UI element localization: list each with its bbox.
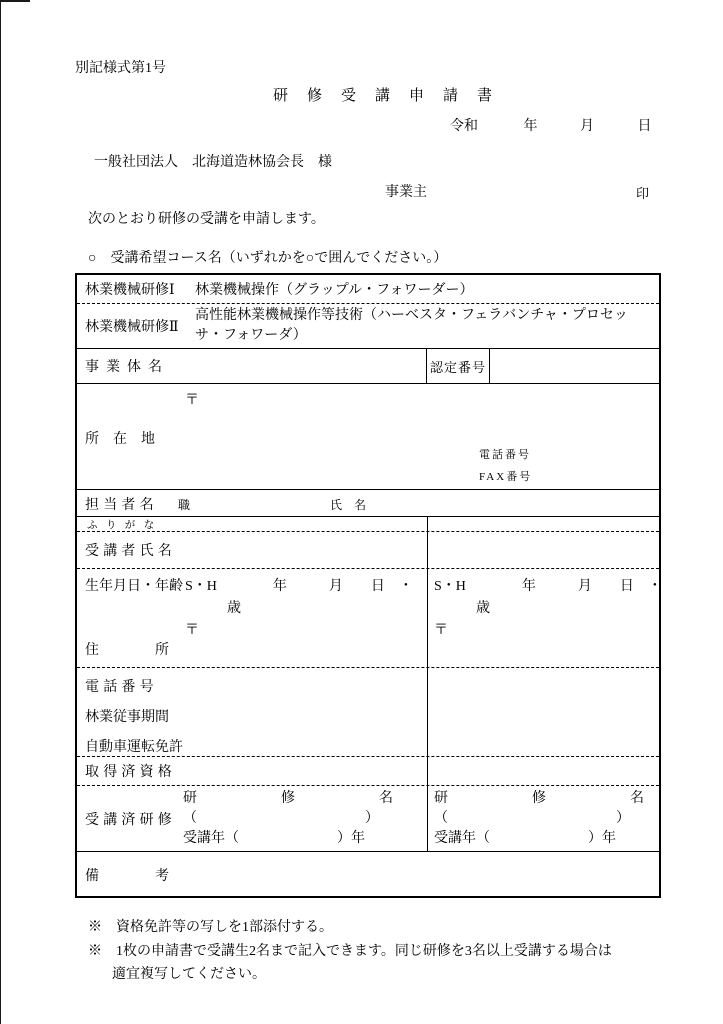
footnote-1: ※ 資格免許等の写しを1部添付する。 bbox=[88, 920, 333, 935]
drivers-license-label: 自動車運転免許 bbox=[85, 740, 183, 755]
birth-address-cell-2 bbox=[427, 569, 662, 667]
training-name-line-1: 研 修 名 bbox=[183, 791, 393, 806]
qualifications-cell-2 bbox=[427, 757, 659, 785]
intro-sentence: 次のとおり研修の受講を申請します。 bbox=[88, 212, 325, 227]
remarks-row bbox=[77, 852, 659, 896]
phone-license-cell-1 bbox=[77, 668, 427, 756]
furigana-cell-2 bbox=[427, 517, 659, 531]
trainee-name-row bbox=[77, 532, 659, 569]
fax-number-small-label: FAX番号 bbox=[479, 471, 533, 483]
employer-label: 事業主 bbox=[385, 185, 427, 200]
training-name-line-2: 研 修 名 bbox=[434, 791, 644, 806]
qualifications-cell-1 bbox=[77, 757, 427, 785]
trainee-name-cell-1 bbox=[77, 532, 427, 568]
completed-training-cell-1 bbox=[77, 786, 427, 851]
course-row-1 bbox=[77, 275, 659, 304]
date-month-label: 月 bbox=[580, 119, 594, 134]
address-label: 住 所 bbox=[85, 643, 169, 658]
age-label-2: 歳 bbox=[476, 601, 490, 616]
remarks-label: 備 考 bbox=[85, 869, 169, 884]
course-1-description: 林業機械操作（グラップル・フォワーダー） bbox=[195, 283, 474, 298]
date-era-label: 令和 bbox=[450, 119, 478, 134]
form-number: 別記様式第1号 bbox=[75, 61, 166, 76]
location-label: 所 在 地 bbox=[85, 432, 155, 447]
phone-license-cell-2 bbox=[427, 668, 659, 756]
business-name-cell bbox=[77, 349, 427, 383]
date-day-label: 日 bbox=[637, 119, 652, 134]
contact-title-label: 職 bbox=[178, 498, 191, 512]
date-year-label: 年 bbox=[523, 119, 538, 134]
phone-license-row bbox=[77, 668, 659, 757]
course-2-label: 林業機械研修Ⅱ bbox=[85, 320, 179, 335]
completed-training-entry-1 bbox=[183, 789, 393, 849]
birth-address-row bbox=[77, 569, 662, 668]
course-2-description: 高性能林業機械操作等技術（ハーベスタ・フェラバンチャ・プロセッサ・フォワーダ） bbox=[195, 308, 628, 343]
contact-label: 担当者名 bbox=[85, 498, 158, 513]
qualifications-label: 取得済資格 bbox=[85, 765, 176, 780]
scan-edge-top bbox=[0, 0, 30, 2]
completed-training-cell-2 bbox=[427, 786, 659, 851]
training-paren-line-1: （ ） bbox=[183, 811, 379, 826]
seal-label: 印 bbox=[636, 186, 650, 201]
phone-label: 電話番号 bbox=[85, 680, 158, 695]
application-table bbox=[75, 273, 661, 898]
furigana-row bbox=[77, 517, 659, 532]
training-year-line-1: 受講年（ ）年 bbox=[183, 831, 365, 846]
business-name-label: 事業体名 bbox=[85, 360, 169, 375]
certification-no-label: 認定番号 bbox=[429, 359, 486, 375]
completed-training-label: 受講済研修 bbox=[85, 813, 176, 828]
training-year-line-2: 受講年（ ）年 bbox=[434, 831, 616, 846]
completed-training-entry-2 bbox=[434, 789, 644, 849]
furigana-label: ふりがな bbox=[87, 520, 163, 531]
contact-name-label: 氏 名 bbox=[330, 498, 367, 512]
business-name-row bbox=[77, 349, 659, 384]
contact-row bbox=[77, 490, 659, 517]
footnote-2: ※ 1枚の申請書で受講生2名まで記入できます。同じ研修を3名以上受講する場合は bbox=[88, 944, 612, 959]
completed-training-row bbox=[77, 786, 659, 852]
scan-edge-left bbox=[0, 0, 1, 1024]
date-line bbox=[450, 115, 652, 135]
training-paren-line-2: （ ） bbox=[434, 811, 630, 826]
qualifications-row bbox=[77, 757, 659, 786]
trainee-name-label: 受講者氏名 bbox=[85, 544, 176, 559]
page-title: 研 修 受 講 申 請 書 bbox=[272, 88, 494, 104]
postal-mark-2: 〒 bbox=[434, 623, 448, 638]
birth-line-2: S・H 年 月 日 ・ bbox=[434, 579, 662, 594]
phone-number-small-label: 電話番号 bbox=[479, 449, 531, 461]
age-label-1: 歳 bbox=[227, 601, 241, 616]
course-prompt: ○ 受講希望コース名（いずれかを○で囲んでください。） bbox=[88, 251, 448, 266]
certification-no-blank bbox=[490, 349, 659, 383]
certification-no-cell bbox=[427, 349, 490, 383]
trainee-name-cell-2 bbox=[427, 532, 659, 568]
course-row-2 bbox=[77, 304, 659, 349]
furigana-cell-1 bbox=[77, 517, 427, 531]
footnote-2-continued: 適宜複写してください。 bbox=[112, 967, 266, 982]
course-1-label: 林業機械研修Ⅰ bbox=[85, 283, 175, 298]
birth-line-1: S・H 年 月 日 ・ bbox=[185, 579, 413, 594]
addressee: 一般社団法人 北海道造林協会長 様 bbox=[94, 155, 332, 170]
postal-mark: 〒 bbox=[185, 393, 199, 408]
birth-address-cell-1 bbox=[77, 569, 427, 667]
forestry-period-label: 林業従事期間 bbox=[85, 710, 169, 725]
location-row bbox=[77, 384, 659, 490]
birth-label: 生年月日・年齢 bbox=[85, 579, 183, 594]
postal-mark-1: 〒 bbox=[185, 623, 199, 638]
